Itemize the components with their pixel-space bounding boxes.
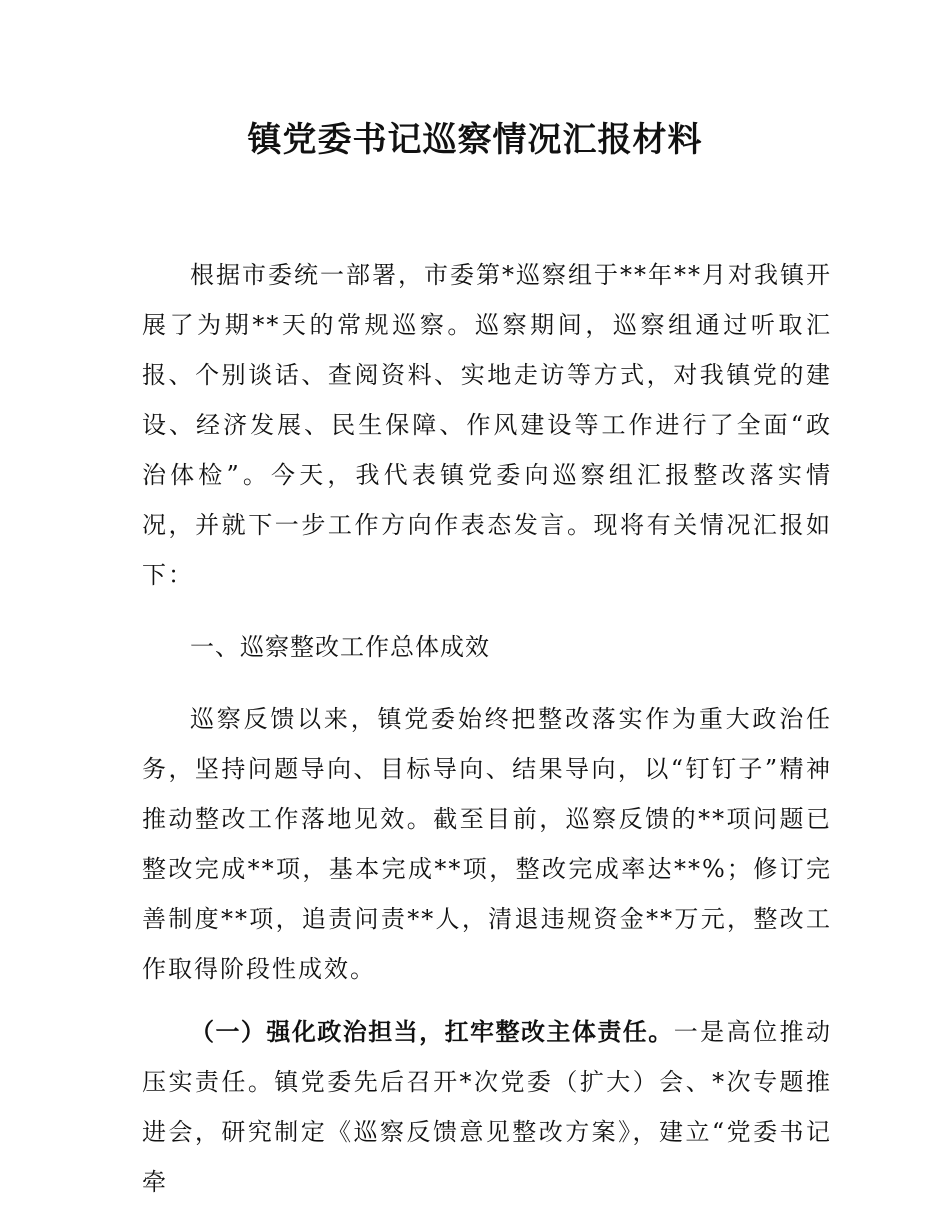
section-heading: 一、巡察整改工作总体成效 — [190, 633, 490, 661]
intro-paragraph: 根据市委统一部署，市委第*巡察组于**年**月对我镇开展了为期**天的常规巡察。巡察期间，巡察组通过听取汇报、个别谈话、查阅资料、实地走访等方式，对我镇党的建设、经济发展、民生保障、作风建设等工作进行了全面“政治体检”。今天，我代表镇党委向巡察组汇报整改落实情况，并就下一步工作方向作表态发言。现将有关情况汇报如下： — [142, 261, 832, 589]
subsection-lead: （一）强化政治担当，扛牢整改主体责任。 — [190, 1018, 674, 1046]
section-paragraph: 巡察反馈以来，镇党委始终把整改落实作为重大政治任务，坚持问题导向、目标导向、结果导向，以“钉钉子”精神推动整改工作落地见效。截至目前，巡察反馈的**项问题已整改完成**项，基本完成**项，整改完成率达**%；修订完善制度**项，追责问责**人，清退违规资金**万元，整改工作取得阶段性成效。 — [142, 705, 832, 983]
spacer — [142, 681, 832, 694]
spacer — [142, 994, 832, 1007]
document-title: 镇党委书记巡察情况汇报材料 — [247, 120, 703, 160]
subsection-paragraph — [142, 1007, 832, 1207]
spacer — [142, 600, 832, 613]
subsection-text: 一是高位推动压实责任。镇党委先后召开*次党委（扩大）会、*次专题推进会，研究制定《巡察反馈意见整改方案》，建立“党委书记牵 — [142, 1018, 833, 1196]
document-body — [142, 250, 832, 1207]
